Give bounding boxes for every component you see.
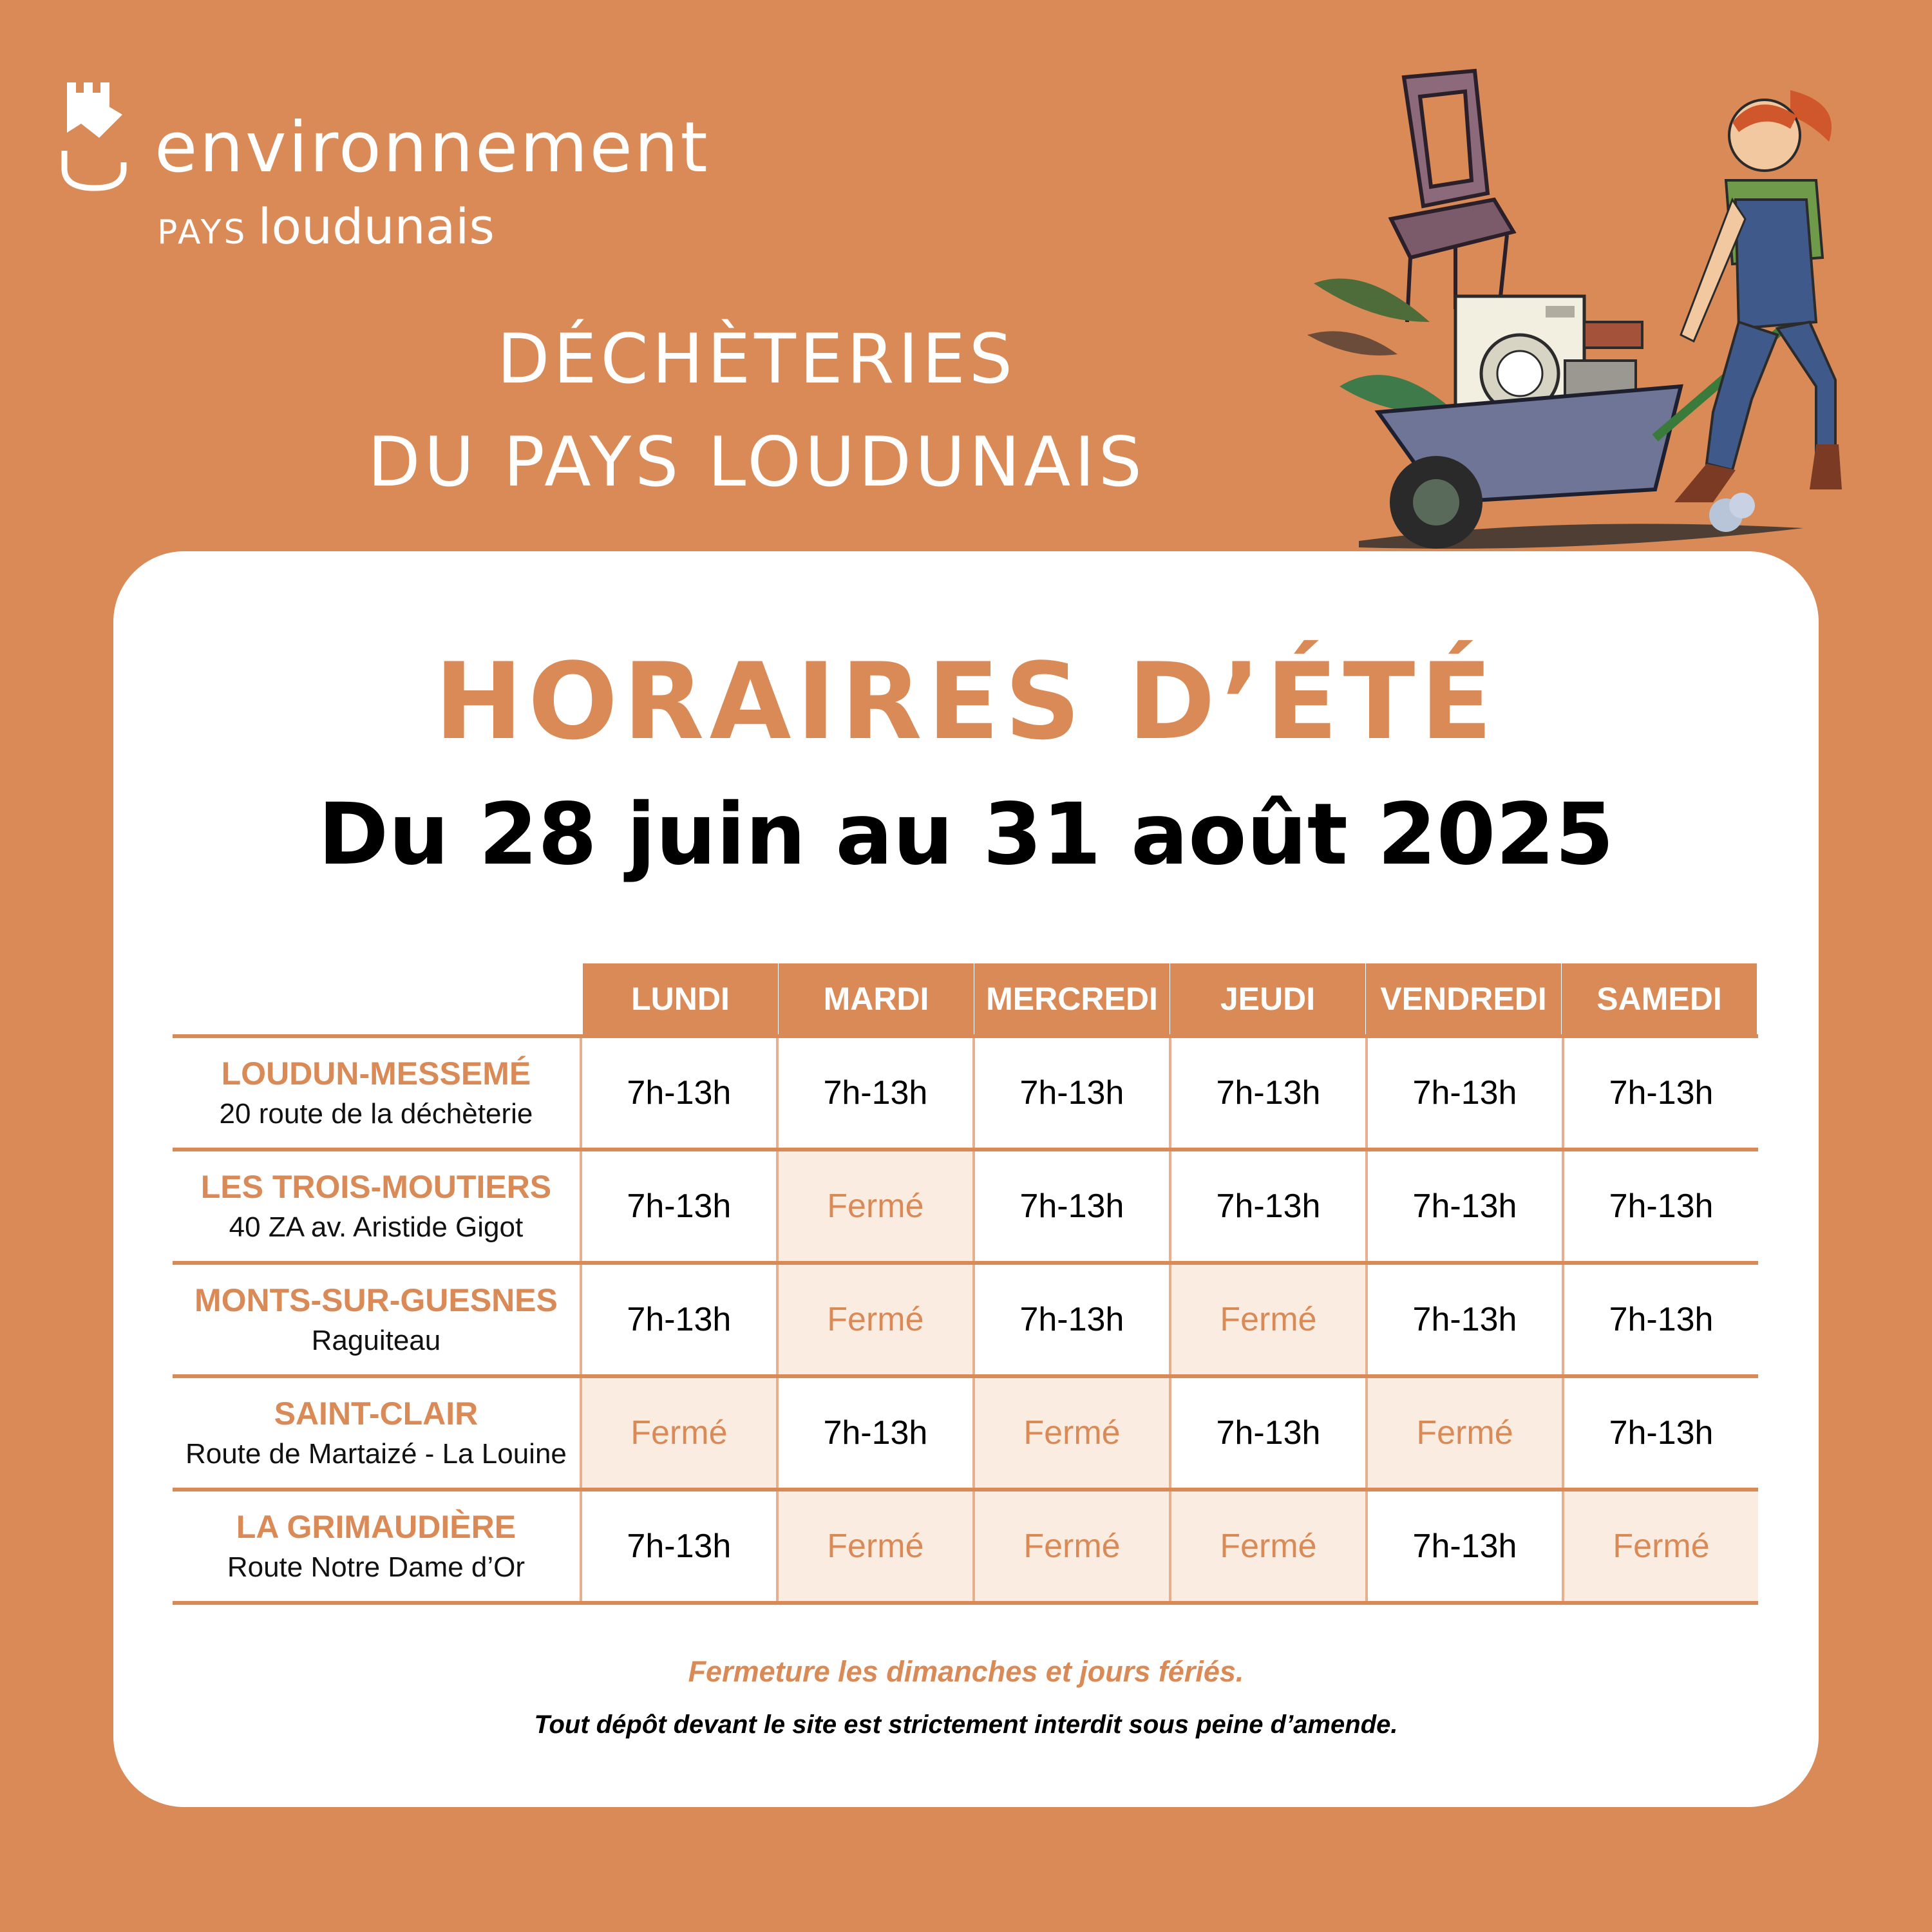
hours-cell: Fermé bbox=[972, 1378, 1169, 1488]
table-row bbox=[173, 1261, 1758, 1374]
site-cell bbox=[173, 1378, 580, 1488]
site-name: LA GRIMAUDIÈRE bbox=[236, 1509, 516, 1545]
schedule-card bbox=[113, 551, 1819, 1807]
card-title: HORAIRES D’ÉTÉ bbox=[434, 640, 1498, 763]
logo-title: environnement bbox=[155, 108, 710, 188]
hours-cell: 7h-13h bbox=[1169, 1038, 1365, 1148]
hours-cell: Fermé bbox=[580, 1378, 776, 1488]
day-header: VENDREDI bbox=[1366, 963, 1561, 1034]
site-cell bbox=[173, 1151, 580, 1261]
hours-cell: Fermé bbox=[776, 1265, 972, 1374]
hours-cell: 7h-13h bbox=[776, 1378, 972, 1488]
hours-cell: Fermé bbox=[1169, 1492, 1365, 1601]
hours-cell: Fermé bbox=[776, 1492, 972, 1601]
site-name: SAINT-CLAIR bbox=[274, 1396, 478, 1432]
site-cell bbox=[173, 1038, 580, 1148]
hours-cell: 7h-13h bbox=[972, 1265, 1169, 1374]
day-header: LUNDI bbox=[583, 963, 778, 1034]
hours-cell: 7h-13h bbox=[580, 1038, 776, 1148]
woman-character-icon bbox=[1674, 90, 1842, 502]
site-address: Raguiteau bbox=[311, 1325, 441, 1356]
hours-cell: 7h-13h bbox=[1169, 1378, 1365, 1488]
day-header: MARDI bbox=[779, 963, 974, 1034]
hours-cell: Fermé bbox=[1169, 1265, 1365, 1374]
table-row bbox=[173, 1034, 1758, 1148]
site-address: Route de Martaizé - La Louine bbox=[185, 1438, 567, 1470]
hours-cell: 7h-13h bbox=[972, 1151, 1169, 1261]
site-address: 40 ZA av. Aristide Gigot bbox=[229, 1211, 524, 1243]
hours-cell: 7h-13h bbox=[1365, 1038, 1562, 1148]
hours-cell: 7h-13h bbox=[1562, 1378, 1758, 1488]
logo-subtitle bbox=[157, 198, 495, 266]
warning-note: Tout dépôt devant le site est strictement interdit sous peine d’amende. bbox=[534, 1710, 1398, 1739]
table-row bbox=[173, 1488, 1758, 1605]
hours-cell: 7h-13h bbox=[1562, 1038, 1758, 1148]
day-header: MERCREDI bbox=[974, 963, 1170, 1034]
hours-cell: Fermé bbox=[1365, 1378, 1562, 1488]
day-header: JEUDI bbox=[1170, 963, 1365, 1034]
site-name: LOUDUN-MESSEMÉ bbox=[221, 1056, 531, 1092]
card-subtitle: Du 28 juin au 31 août 2025 bbox=[317, 785, 1615, 884]
hours-cell: 7h-13h bbox=[972, 1038, 1169, 1148]
site-address: Route Notre Dame d’Or bbox=[227, 1551, 526, 1583]
hours-cell: Fermé bbox=[1562, 1492, 1758, 1601]
hours-cell: Fermé bbox=[972, 1492, 1169, 1601]
heading-line2: DU PAYS LOUDUNAIS bbox=[368, 422, 1146, 502]
schedule-table bbox=[173, 963, 1758, 1605]
hours-cell: 7h-13h bbox=[1365, 1265, 1562, 1374]
hours-cell: 7h-13h bbox=[1169, 1151, 1365, 1261]
brand-logo bbox=[59, 64, 781, 255]
hours-cell: 7h-13h bbox=[1365, 1151, 1562, 1261]
chair-icon bbox=[1391, 71, 1513, 322]
site-name: MONTS-SUR-GUESNES bbox=[194, 1282, 558, 1318]
logo-pays: PAYS bbox=[157, 213, 248, 252]
header-spacer bbox=[173, 963, 582, 1034]
hours-cell: Fermé bbox=[776, 1151, 972, 1261]
leaves-icon bbox=[1307, 279, 1455, 413]
heading-line1: DÉCHÈTERIES bbox=[497, 319, 1017, 399]
site-name: LES TROIS-MOUTIERS bbox=[200, 1169, 552, 1205]
wheelbarrow-illustration bbox=[1262, 52, 1842, 554]
day-header: SAMEDI bbox=[1562, 963, 1757, 1034]
table-row bbox=[173, 1374, 1758, 1488]
closure-note: Fermeture les dimanches et jours fériés. bbox=[688, 1655, 1244, 1688]
page-heading bbox=[258, 308, 1256, 514]
hours-cell: 7h-13h bbox=[1562, 1151, 1758, 1261]
hours-cell: 7h-13h bbox=[580, 1151, 776, 1261]
hours-cell: 7h-13h bbox=[1562, 1265, 1758, 1374]
castle-logo-icon bbox=[59, 79, 130, 191]
site-cell bbox=[173, 1492, 580, 1601]
hours-cell: 7h-13h bbox=[580, 1265, 776, 1374]
table-row bbox=[173, 1148, 1758, 1261]
table-header-row bbox=[173, 963, 1758, 1034]
hours-cell: 7h-13h bbox=[776, 1038, 972, 1148]
hours-cell: 7h-13h bbox=[580, 1492, 776, 1601]
logo-loudunais: loudunais bbox=[258, 198, 495, 255]
site-cell bbox=[173, 1265, 580, 1374]
hours-cell: 7h-13h bbox=[1365, 1492, 1562, 1601]
site-address: 20 route de la déchèterie bbox=[219, 1098, 533, 1130]
